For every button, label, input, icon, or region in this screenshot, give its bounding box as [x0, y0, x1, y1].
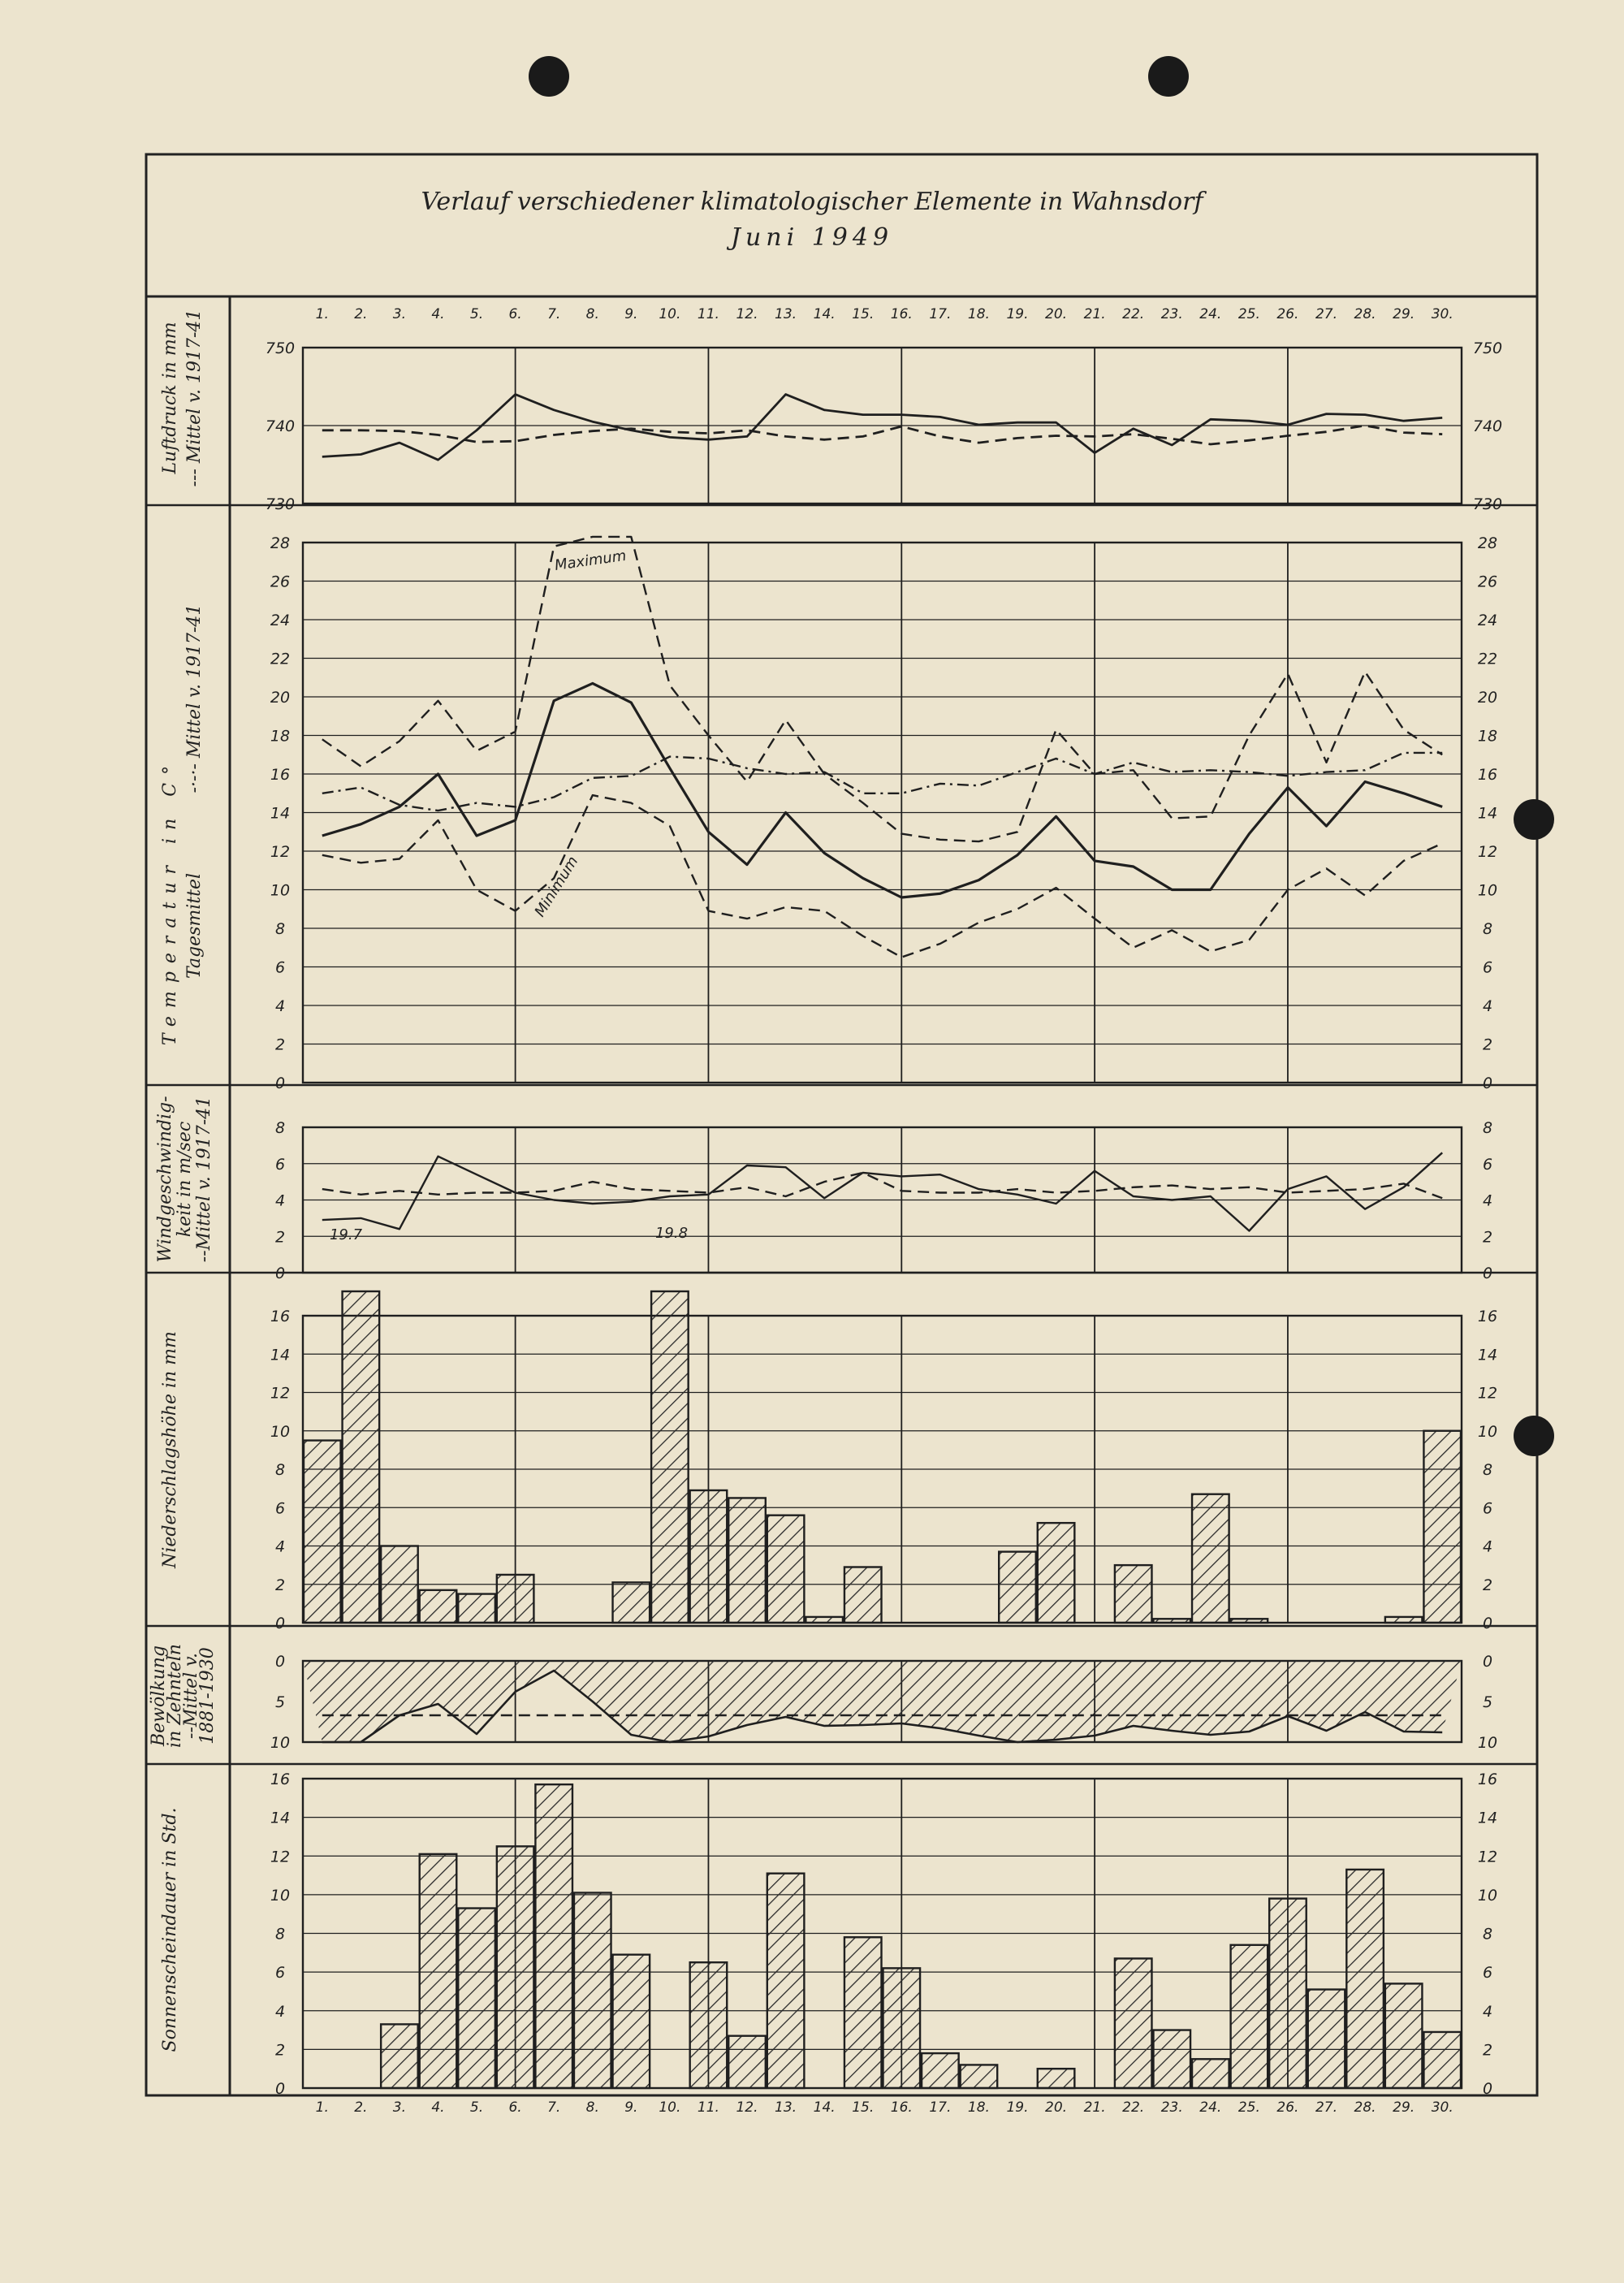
temperature-ytick-left: 20	[270, 689, 291, 707]
sunshine-ytick-right: 12	[1477, 1848, 1498, 1866]
precipitation-ytick-left: 12	[270, 1384, 291, 1403]
cloudiness-ytick-left: 10	[270, 1734, 291, 1752]
sunshine-bar	[922, 2053, 959, 2088]
pressure-mean-line	[322, 426, 1442, 444]
day-label-bottom: 10.	[659, 2099, 681, 2116]
day-label-top: 17.	[929, 306, 952, 322]
sunshine-bar	[844, 1937, 882, 2088]
day-label-top: 7.	[547, 306, 561, 322]
temperature-ytick-left: 28	[270, 534, 291, 552]
sunshine-bar	[1231, 1945, 1268, 2088]
precipitation-ytick-right: 2	[1482, 1576, 1493, 1594]
day-label-bottom: 30.	[1431, 2099, 1453, 2116]
sunshine-bar	[1115, 1958, 1152, 2088]
day-label-bottom: 28.	[1354, 2099, 1376, 2116]
sunshine-ytick-right: 6	[1482, 1964, 1493, 1982]
day-label-top: 1.	[315, 306, 329, 322]
day-label-top: 16.	[890, 306, 913, 322]
temperature-ytick-right: 10	[1477, 881, 1498, 900]
min-curve-label: Minimum	[531, 853, 582, 920]
wind-ytick-left: 6	[274, 1155, 286, 1174]
precip-bar	[304, 1441, 341, 1623]
precip-bar	[1115, 1565, 1152, 1623]
sunshine-ytick-right: 0	[1482, 2080, 1493, 2098]
cloudiness-ytick-right: 0	[1482, 1653, 1493, 1671]
pressure-ytick-left: 750	[265, 339, 296, 357]
sunshine-ytick-right: 10	[1477, 1886, 1498, 1905]
day-label-top: 18.	[967, 306, 990, 322]
precip-bar	[343, 1291, 380, 1623]
precipitation-ytick-right: 12	[1477, 1384, 1498, 1403]
day-label-top: 30.	[1431, 306, 1453, 322]
precipitation-ytick-right: 0	[1482, 1615, 1493, 1632]
precip-bar	[806, 1617, 843, 1623]
day-label-bottom: 23.	[1160, 2099, 1183, 2116]
wind-mean-line	[322, 1173, 1442, 1198]
temperature-ytick-left: 16	[270, 766, 291, 784]
cloudiness-ytick-left: 0	[274, 1653, 286, 1671]
day-label-bottom: 7.	[547, 2099, 561, 2116]
day-label-bottom: 24.	[1199, 2099, 1222, 2116]
temperature-ytick-right: 4	[1482, 997, 1493, 1015]
wind-label-2: keit in m/sec	[175, 1121, 195, 1238]
temperature-ytick-right: 28	[1477, 534, 1498, 552]
sunshine-ytick-left: 12	[270, 1848, 291, 1866]
day-label-top: 24.	[1199, 306, 1222, 322]
precipitation-ytick-left: 2	[274, 1576, 286, 1594]
day-label-top: 28.	[1354, 306, 1376, 322]
day-label-bottom: 17.	[929, 2099, 952, 2116]
sunshine-bar	[381, 2024, 418, 2088]
day-label-bottom: 18.	[967, 2099, 990, 2116]
chart-subtitle: Juni 1949	[730, 223, 894, 252]
sunshine-bar	[535, 1784, 572, 2088]
precipitation-ytick-right: 10	[1477, 1422, 1498, 1441]
temperature-ytick-right: 16	[1477, 766, 1498, 784]
temperature-daily-mean-line	[322, 683, 1442, 897]
precipitation-ytick-right: 4	[1482, 1537, 1493, 1556]
sunshine-bar	[961, 2065, 998, 2088]
day-label-top: 19.	[1006, 306, 1029, 322]
temperature-ytick-left: 6	[274, 958, 286, 977]
day-label-bottom: 1.	[315, 2099, 329, 2116]
precipitation-ytick-left: 16	[270, 1308, 291, 1325]
precip-bar	[767, 1516, 805, 1623]
outer-frame	[146, 154, 1537, 2095]
temperature-ytick-left: 12	[270, 843, 291, 861]
day-label-top: 5.	[469, 306, 484, 322]
precip-bar	[1153, 1619, 1190, 1623]
wind-label-1: Windgeschwindig-	[155, 1096, 175, 1263]
day-label-top: 10.	[659, 306, 681, 322]
day-label-top: 9.	[624, 306, 638, 322]
precip-bar	[1192, 1494, 1229, 1623]
sunshine-ytick-left: 14	[270, 1809, 291, 1827]
day-label-bottom: 29.	[1393, 2099, 1415, 2116]
sunshine-ytick-right: 8	[1482, 1925, 1493, 1944]
precipitation-ytick-right: 6	[1482, 1499, 1493, 1518]
temperature-ytick-left: 22	[270, 650, 291, 668]
pressure-label: Luftdruck in mm	[160, 322, 180, 474]
pressure-ytick-right: 750	[1472, 339, 1503, 357]
temperature-max-line	[322, 537, 1442, 841]
temperature-ytick-right: 8	[1482, 920, 1493, 938]
day-label-bottom: 19.	[1006, 2099, 1029, 2116]
sunshine-bar	[1192, 2059, 1229, 2088]
day-label-bottom: 21.	[1083, 2099, 1106, 2116]
precipitation-ytick-right: 14	[1477, 1346, 1498, 1364]
day-label-top: 29.	[1393, 306, 1415, 322]
sunshine-ytick-left: 2	[274, 2041, 286, 2060]
temperature-ytick-right: 22	[1477, 650, 1498, 668]
pressure-mean-label: --- Mittel v. 1917-41	[184, 309, 205, 487]
temperature-ytick-right: 24	[1477, 612, 1498, 629]
grid-layer	[303, 348, 1462, 2088]
sunshine-bar	[574, 1892, 611, 2088]
sunshine-ytick-left: 16	[270, 1771, 291, 1788]
precip-annot-day10: 19.8	[654, 1225, 689, 1242]
day-label-top: 15.	[852, 306, 875, 322]
temperature-ytick-right: 0	[1482, 1074, 1493, 1092]
day-label-bottom: 9.	[624, 2099, 638, 2116]
precip-bar	[1231, 1619, 1268, 1623]
temperature-ytick-left: 24	[270, 612, 291, 629]
day-label-top: 20.	[1045, 306, 1068, 322]
precipitation-ytick-left: 0	[274, 1615, 286, 1632]
day-label-bottom: 6.	[508, 2099, 522, 2116]
day-label-top: 4.	[431, 306, 445, 322]
cloudiness-ytick-left: 5	[274, 1693, 286, 1711]
day-label-bottom: 13.	[775, 2099, 797, 2116]
precip-bar	[381, 1546, 418, 1624]
temperature-ytick-left: 8	[274, 920, 286, 938]
wind-label-3: --Mittel v. 1917-41	[194, 1096, 214, 1263]
sunshine-ytick-right: 2	[1482, 2041, 1493, 2060]
precip-bar	[999, 1552, 1036, 1623]
sunshine-bar	[1423, 2032, 1461, 2088]
precipitation-ytick-right: 16	[1477, 1308, 1498, 1325]
sunshine-ytick-right: 16	[1477, 1771, 1498, 1788]
cloud-label-3: --Mittel v.	[181, 1653, 201, 1739]
precip-annot-day2: 19.7	[329, 1226, 363, 1243]
max-curve-label: Maximum	[553, 547, 628, 574]
temperature-daily-mean-label: Tagesmittel	[184, 872, 205, 979]
marks-layer	[266, 306, 1502, 2116]
day-label-top: 14.	[813, 306, 836, 322]
pressure-ytick-left: 730	[265, 495, 296, 513]
precip-bar	[458, 1594, 495, 1623]
punch-hole-icon	[1148, 56, 1189, 97]
day-label-top: 27.	[1315, 306, 1338, 322]
pressure-ytick-right: 730	[1472, 495, 1503, 513]
temperature-min-line	[322, 795, 1442, 958]
cloud-label-2: in Zehnteln	[165, 1644, 185, 1748]
precip-bar	[613, 1582, 650, 1623]
sunshine-label: Sonnenscheindauer in Std.	[160, 1807, 180, 2052]
wind-ytick-right: 4	[1482, 1191, 1493, 1210]
sunshine-bar	[883, 1968, 921, 2088]
sunshine-bar	[1346, 1870, 1384, 2088]
precip-bar	[1038, 1523, 1075, 1623]
day-label-top: 2.	[354, 306, 368, 322]
sunshine-bar	[1038, 2069, 1075, 2088]
sunshine-bar	[1308, 1990, 1345, 2088]
sunshine-bar	[497, 1846, 534, 2088]
day-label-top: 26.	[1276, 306, 1299, 322]
wind-ytick-left: 2	[274, 1228, 286, 1247]
cloud-label-1: Bewölkung	[149, 1645, 169, 1747]
precipitation-ytick-left: 6	[274, 1499, 286, 1518]
day-label-top: 8.	[585, 306, 599, 322]
sunshine-ytick-left: 6	[274, 1964, 286, 1982]
temperature-ytick-right: 12	[1477, 843, 1498, 861]
precip-bar	[1385, 1617, 1423, 1623]
temperature-ytick-left: 2	[274, 1036, 286, 1054]
day-label-bottom: 2.	[354, 2099, 368, 2116]
precip-bar	[497, 1575, 534, 1623]
precip-bar	[844, 1567, 882, 1623]
pressure-daily-line	[322, 395, 1442, 460]
day-label-top: 12.	[736, 306, 758, 322]
punch-hole-icon	[529, 56, 569, 97]
sunshine-ytick-left: 8	[274, 1925, 286, 1944]
precip-bar	[420, 1590, 457, 1623]
wind-ytick-left: 4	[274, 1191, 286, 1210]
day-label-top: 13.	[775, 306, 797, 322]
sunshine-ytick-right: 14	[1477, 1809, 1498, 1827]
temperature-ytick-left: 0	[274, 1074, 286, 1092]
precipitation-ytick-left: 10	[270, 1422, 291, 1441]
sunshine-bar	[690, 1962, 728, 2088]
pressure-ytick-left: 740	[265, 417, 296, 435]
precipitation-ytick-left: 14	[270, 1346, 291, 1364]
wind-ytick-right: 2	[1482, 1228, 1493, 1247]
wind-ytick-right: 8	[1482, 1119, 1493, 1137]
day-label-bottom: 25.	[1237, 2099, 1260, 2116]
precipitation-ytick-left: 8	[274, 1461, 286, 1479]
sunshine-ytick-right: 4	[1482, 2002, 1493, 2021]
precipitation-ytick-right: 8	[1482, 1461, 1493, 1479]
temperature-ytick-left: 14	[270, 804, 291, 823]
day-label-top: 11.	[697, 306, 719, 322]
sunshine-ytick-left: 4	[274, 2002, 286, 2021]
day-label-bottom: 15.	[852, 2099, 875, 2116]
day-label-top: 25.	[1237, 306, 1260, 322]
punch-hole-icon	[1514, 1416, 1554, 1456]
cloudiness-ytick-right: 10	[1477, 1734, 1498, 1752]
cloud-label-4: 1881-1930	[197, 1647, 218, 1745]
temperature-ytick-right: 2	[1482, 1036, 1493, 1054]
day-label-bottom: 8.	[585, 2099, 599, 2116]
sunshine-bar	[1153, 2030, 1190, 2088]
day-label-bottom: 20.	[1045, 2099, 1068, 2116]
precip-bar	[690, 1490, 728, 1623]
temperature-ytick-left: 18	[270, 727, 291, 746]
sunshine-bar	[1269, 1899, 1307, 2088]
sunshine-bar	[458, 1909, 495, 2088]
day-label-bottom: 22.	[1122, 2099, 1145, 2116]
temperature-label: Temperatur in C°	[160, 757, 180, 1046]
wind-ytick-left: 0	[274, 1265, 286, 1282]
precip-label: Niederschlagshöhe in mm	[160, 1331, 180, 1568]
precip-bar	[728, 1498, 766, 1623]
wind-ytick-left: 8	[274, 1119, 286, 1137]
temperature-ytick-right: 26	[1477, 573, 1498, 591]
sunshine-ytick-left: 10	[270, 1886, 291, 1905]
precipitation-ytick-left: 4	[274, 1537, 286, 1556]
temperature-longterm-label: -·-·- Mittel v. 1917-41	[184, 603, 205, 793]
day-label-bottom: 12.	[736, 2099, 758, 2116]
sunshine-bar	[420, 1854, 457, 2088]
temperature-ytick-right: 20	[1477, 689, 1498, 707]
day-label-top: 3.	[392, 306, 407, 322]
sunshine-bar	[767, 1874, 805, 2088]
temperature-ytick-right: 14	[1477, 804, 1498, 823]
day-label-bottom: 5.	[469, 2099, 484, 2116]
day-label-bottom: 26.	[1276, 2099, 1299, 2116]
punch-hole-icon	[1514, 799, 1554, 840]
temperature-ytick-right: 6	[1482, 958, 1493, 977]
day-label-bottom: 16.	[890, 2099, 913, 2116]
sunshine-ytick-left: 0	[274, 2080, 286, 2098]
pressure-ytick-right: 740	[1472, 417, 1503, 435]
cloudiness-ytick-right: 5	[1482, 1693, 1493, 1711]
day-label-bottom: 11.	[697, 2099, 719, 2116]
sunshine-bar	[1385, 1983, 1423, 2088]
day-label-top: 21.	[1083, 306, 1106, 322]
sunshine-bar	[613, 1955, 650, 2088]
temperature-ytick-left: 4	[274, 997, 286, 1015]
temperature-ytick-right: 18	[1477, 727, 1498, 746]
chart-title: Verlauf verschiedener klimatologischer Elemente in Wahnsdorf	[421, 188, 1203, 216]
sunshine-bar	[728, 2036, 766, 2088]
wind-ytick-right: 0	[1482, 1265, 1493, 1282]
precip-bar	[651, 1291, 689, 1623]
day-label-top: 23.	[1160, 306, 1183, 322]
day-label-bottom: 27.	[1315, 2099, 1338, 2116]
day-label-bottom: 3.	[392, 2099, 407, 2116]
day-label-bottom: 4.	[431, 2099, 445, 2116]
wind-ytick-right: 6	[1482, 1155, 1493, 1174]
day-label-top: 6.	[508, 306, 522, 322]
temperature-ytick-left: 26	[270, 573, 291, 591]
precip-bar	[1423, 1431, 1461, 1623]
temperature-ytick-left: 10	[270, 881, 291, 900]
day-label-bottom: 14.	[813, 2099, 836, 2116]
day-label-top: 22.	[1122, 306, 1145, 322]
